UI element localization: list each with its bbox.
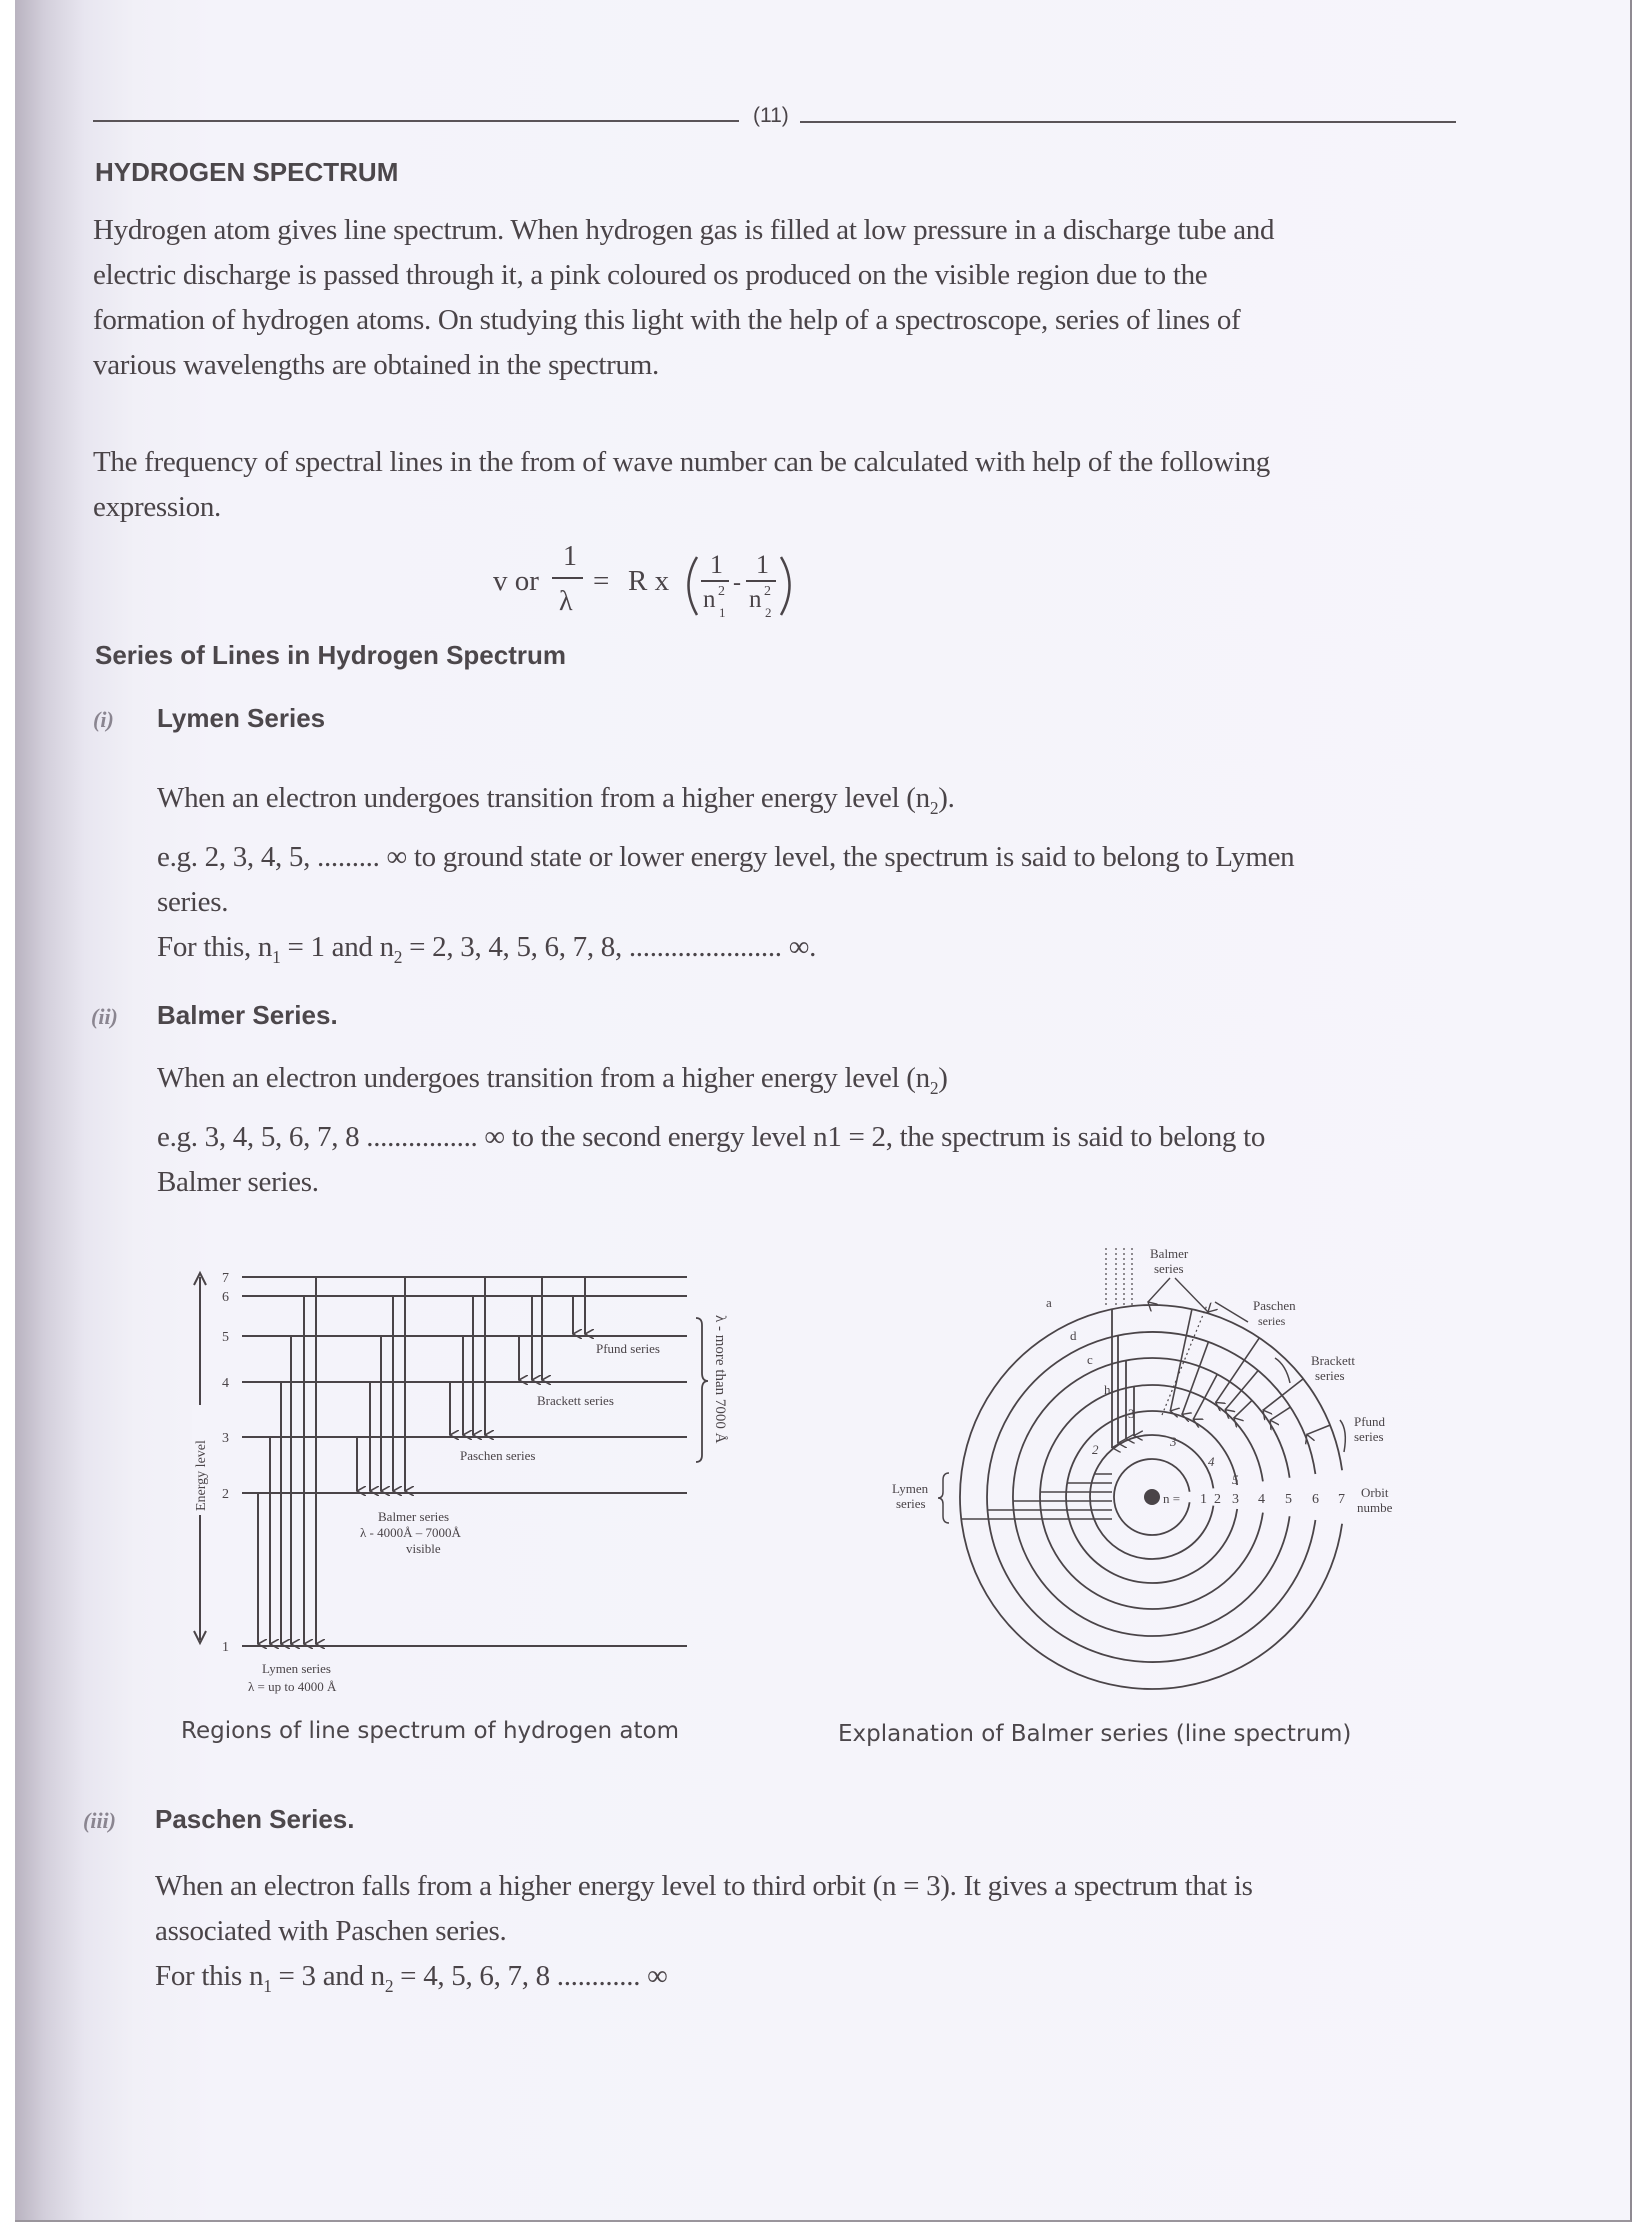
nucleus (1144, 1489, 1160, 1505)
section-heading-balmer: Balmer Series. (157, 1000, 338, 1030)
balmer-label-2: series (1154, 1261, 1184, 1276)
intro-line: electric discharge is passed through it, a pink coloured os produced on the visible region due to the (93, 259, 1208, 291)
orbit-diagram (870, 1240, 1450, 1700)
formula-minus: - (733, 570, 741, 596)
transition-letter: c (1087, 1352, 1093, 1367)
transition-letter: d (1070, 1328, 1077, 1343)
orbit-number: 1 (1200, 1492, 1207, 1507)
text: = 1 and n (280, 930, 394, 963)
balmer-line: Balmer series. (157, 1165, 319, 1198)
orbit-number: 6 (1312, 1492, 1319, 1507)
energy-level-number: 5 (222, 1330, 229, 1345)
figure-right-caption: Explanation of Balmer series (line spectrum) (838, 1721, 1352, 1747)
text: = 3 and n (271, 1960, 385, 1992)
text: = 4, 5, 6, 7, 8 ............ ∞ (393, 1960, 668, 1992)
brackett-label: Brackett series (537, 1393, 614, 1408)
pfund-label-2: series (1354, 1429, 1384, 1444)
orbit-number: 7 (1338, 1492, 1345, 1507)
paschen-label-1: Paschen (1253, 1298, 1296, 1313)
brackett-label-1: Brackett (1311, 1353, 1356, 1368)
term1-den: n (703, 586, 716, 613)
orbit-number: 5 (1285, 1492, 1292, 1507)
subscript: 2 (384, 1975, 394, 1996)
balmer-line (157, 1056, 1487, 1111)
balmer-range-label: λ - 4000Å – 7000Å (360, 1525, 461, 1540)
text: ) (938, 1062, 948, 1094)
formula-equals: = (593, 565, 610, 597)
term2-den: n (749, 586, 762, 613)
series-transition (1234, 1400, 1252, 1417)
figure-left-caption: Regions of line spectrum of hydrogen atom (181, 1718, 679, 1744)
balmer-line: e.g. 3, 4, 5, 6, 7, 8 ................ ∞ to the second energy level n1 = 2, the spectrum is said to belong to (157, 1120, 1266, 1153)
left-paren (689, 557, 698, 615)
balmer-pointer (1148, 1278, 1170, 1302)
paschen-label-2: series (1258, 1314, 1286, 1328)
term2-num: 1 (756, 550, 769, 579)
orbit-label-1: Orbit (1361, 1485, 1389, 1500)
paschen-line (155, 1954, 1485, 2009)
lyman-label-1: Lymen (892, 1481, 929, 1496)
balmer-visible-label: visible (406, 1541, 441, 1556)
paschen-label: Paschen series (460, 1448, 536, 1463)
series-transition (1193, 1374, 1217, 1419)
energy-level-number: 6 (222, 1290, 229, 1305)
term2-sub: 2 (765, 605, 772, 620)
lymen-line (157, 776, 1487, 831)
right-paren (781, 557, 790, 615)
energy-level-diagram (170, 1255, 770, 1705)
intro-paragraph (93, 208, 1473, 388)
lymen-label: Lymen series (262, 1661, 331, 1676)
paschen-paragraph (155, 1864, 1485, 2009)
lymen-line: e.g. 2, 3, 4, 5, ......... ∞ to ground state or lower energy level, the spectrum is said to belong to Lymen (157, 840, 1295, 873)
term1-sup: 2 (718, 584, 725, 599)
section-numeral: (i) (93, 707, 114, 732)
term1-sub: 1 (719, 605, 726, 620)
series-transition (1307, 1425, 1330, 1434)
intro-line: formation of hydrogen atoms. On studying this light with the help of a spectroscope, series of lines of (93, 304, 1241, 336)
page (15, 0, 1632, 2222)
subscript: 1 (272, 946, 281, 967)
header-rule-right (800, 121, 1456, 123)
subscript: 2 (393, 946, 403, 967)
page-title: HYDROGEN SPECTRUM (95, 157, 399, 187)
ir-bracket (696, 1318, 708, 1462)
section-numeral: (ii) (91, 1004, 118, 1029)
n-prefix: n = (1163, 1491, 1181, 1506)
text: ). (938, 782, 955, 814)
term1-num: 1 (710, 550, 723, 579)
balmer-label-1: Balmer (1150, 1246, 1189, 1261)
header-rule-left (93, 120, 739, 122)
formula-rhs: R x (628, 565, 670, 597)
page-number: (11) (753, 104, 789, 127)
lyman-label-2: series (896, 1496, 926, 1511)
frequency-line: expression. (93, 491, 221, 523)
inner-orbit-number: 3 (1170, 1434, 1177, 1449)
brackett-label-2: series (1315, 1368, 1345, 1383)
subscript: 1 (263, 1975, 272, 1996)
lymen-line (157, 925, 1487, 980)
text: For this, n (157, 930, 273, 963)
paschen-line: When an electron falls from a higher energy level to third orbit (n = 3). It gives a spectrum that is (155, 1870, 1253, 1902)
energy-level-number: 2 (222, 1487, 229, 1502)
frequency-paragraph (93, 440, 1483, 530)
ir-range-label: λ - more than 7000 Å (712, 1315, 728, 1444)
lyman-bracket (938, 1473, 949, 1523)
series-transition (1182, 1342, 1208, 1414)
series-transition (1263, 1379, 1303, 1410)
transition-letter: 3 (1128, 1406, 1135, 1421)
paschen-line: associated with Paschen series. (155, 1915, 507, 1947)
orbit-number: 2 (1214, 1492, 1221, 1507)
pfund-bracket (1340, 1420, 1345, 1452)
term2-sup: 2 (764, 584, 771, 599)
emission-ray (1162, 1305, 1207, 1415)
energy-level-number: 7 (222, 1271, 229, 1286)
frequency-line: The frequency of spectral lines in the from of wave number can be calculated with help of the following (93, 446, 1270, 478)
lymen-line: series. (157, 885, 229, 918)
transition-letter: a (1046, 1295, 1052, 1310)
pfund-label: Pfund series (596, 1341, 660, 1356)
lymen-paragraph (157, 776, 1487, 980)
orbit-label-2: numbe (1357, 1500, 1393, 1515)
inner-orbit-number: 5 (1232, 1472, 1239, 1487)
inner-orbit-number: 4 (1208, 1454, 1215, 1469)
section-heading-paschen: Paschen Series. (155, 1804, 355, 1834)
formula-frac-den: λ (559, 586, 573, 617)
rydberg-formula (475, 535, 895, 635)
energy-level-number: 4 (222, 1376, 229, 1391)
subscript: 2 (929, 1077, 939, 1098)
series-transition (1225, 1371, 1258, 1410)
text: For this n (155, 1960, 264, 1992)
subscript: 2 (929, 797, 939, 818)
formula-lhs: v or (493, 565, 539, 597)
intro-line: Hydrogen atom gives line spectrum. When hydrogen gas is filled at low pressure in a discharge tube and (93, 214, 1275, 246)
series-heading: Series of Lines in Hydrogen Spectrum (95, 640, 566, 670)
orbit-number: 4 (1258, 1492, 1265, 1507)
lymen-range-label: λ = up to 4000 Å (248, 1679, 337, 1694)
axis-label: Energy level (194, 1440, 209, 1511)
text: = 2, 3, 4, 5, 6, 7, 8, ...................... ∞. (402, 930, 817, 963)
balmer-label: Balmer series (378, 1509, 450, 1524)
series-transition (1270, 1407, 1290, 1420)
section-numeral: (iii) (83, 1808, 116, 1833)
paschen-bracket (1215, 1302, 1248, 1322)
transition-letter: h (1104, 1382, 1111, 1397)
text: When an electron undergoes transition from a higher energy level (n (157, 1062, 930, 1094)
intro-line: various wavelengths are obtained in the spectrum. (93, 349, 659, 381)
energy-level-number: 3 (222, 1431, 229, 1446)
inner-orbit-number: 2 (1092, 1442, 1099, 1457)
section-heading-lymen: Lymen Series (157, 703, 326, 733)
pfund-label-1: Pfund (1354, 1414, 1386, 1429)
orbit-number: 3 (1232, 1492, 1239, 1507)
text: When an electron undergoes transition from a higher energy level (n (157, 782, 930, 814)
balmer-paragraph (157, 1056, 1487, 1205)
energy-level-number: 1 (222, 1640, 229, 1655)
formula-frac-num: 1 (563, 541, 577, 572)
